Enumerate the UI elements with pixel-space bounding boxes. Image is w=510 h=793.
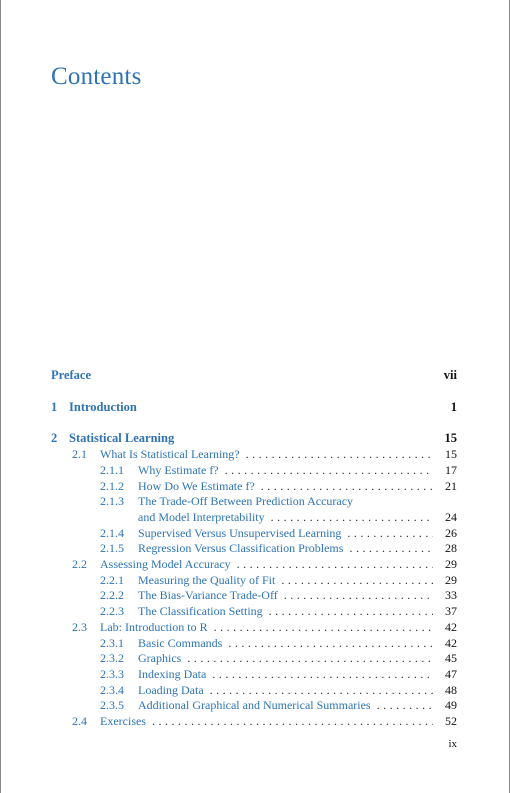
toc-entry-preface[interactable] [51, 368, 457, 384]
toc-number: 2.3.3 [100, 666, 124, 681]
dot-leader [284, 588, 433, 604]
toc-page-number: 49 [445, 698, 457, 713]
toc-number: 2.2.2 [100, 588, 124, 603]
toc-page-number: 28 [445, 541, 457, 556]
toc-number: 2.3 [72, 619, 87, 634]
toc-page-number: 15 [445, 447, 457, 462]
toc-title: Exercises [100, 714, 146, 729]
toc-page-number: 42 [445, 619, 457, 634]
toc-title: Loading Data [138, 682, 204, 697]
toc-number: 2.1.3 [100, 494, 124, 509]
toc-title: Additional Graphical and Numerical Summaries [138, 698, 371, 713]
toc-title: Regression Versus Classification Problems [138, 541, 344, 556]
dot-leader [214, 620, 433, 636]
dot-leader [269, 604, 433, 620]
toc-number: 1 [51, 399, 58, 414]
toc-entry-2-1-5[interactable] [51, 541, 457, 557]
toc-title: Lab: Introduction to R [100, 619, 208, 634]
toc-number: 2.4 [72, 714, 87, 729]
toc-page-number: 48 [445, 682, 457, 697]
toc-entry-2-1-1[interactable] [51, 463, 457, 479]
toc-number: 2.3.1 [100, 635, 124, 650]
toc-title: Supervised Versus Unsupervised Learning [138, 525, 342, 540]
toc-entry-2-3-4[interactable] [51, 683, 457, 699]
toc-number: 2.2.1 [100, 572, 124, 587]
dot-leader [281, 573, 433, 589]
toc-entry-2-2-2[interactable] [51, 588, 457, 604]
toc-entry-2-1[interactable] [51, 447, 457, 463]
toc-entry-2-1-2[interactable] [51, 479, 457, 495]
toc-entry-2-3[interactable] [51, 620, 457, 636]
toc-entry-2-2[interactable] [51, 557, 457, 573]
toc-title: Measuring the Quality of Fit [138, 572, 276, 587]
toc-number: 2.3.5 [100, 698, 124, 713]
toc-title: The Trade-Off Between Prediction Accuracy [138, 494, 354, 509]
toc-page-number: 15 [444, 431, 457, 446]
dot-leader [349, 541, 433, 557]
toc-page-number: 26 [445, 525, 457, 540]
dot-leader [225, 463, 433, 479]
dot-leader [237, 557, 433, 573]
dot-leader [271, 510, 433, 526]
dot-leader [228, 636, 433, 652]
toc-page-number: 42 [445, 635, 457, 650]
toc-entry-2-4[interactable] [51, 714, 457, 730]
toc-title: Introduction [69, 399, 137, 414]
toc-page-number: 47 [445, 666, 457, 681]
dot-leader [377, 698, 433, 714]
dot-leader [210, 683, 433, 699]
toc-entry-2-2-1[interactable] [51, 573, 457, 589]
toc-page-number: 45 [445, 651, 457, 666]
toc-number: 2 [51, 431, 58, 446]
toc-title: Assessing Model Accuracy [100, 557, 231, 572]
toc-page-number: 29 [445, 557, 457, 572]
toc-entry-2-3-1[interactable] [51, 636, 457, 652]
dot-leader [347, 526, 433, 542]
toc-title: Indexing Data [138, 666, 207, 681]
toc-page-number: 24 [445, 509, 457, 524]
toc-page-number: 17 [445, 462, 457, 477]
toc-number: 2.3.2 [100, 651, 124, 666]
toc-number: 2.1.2 [100, 478, 124, 493]
page-folio: ix [448, 738, 457, 750]
toc-title-continued: and Model Interpretability [138, 509, 265, 524]
toc-entry-2-3-3[interactable] [51, 667, 457, 683]
toc-number: 2.1.5 [100, 541, 124, 556]
toc-number: 2.1.4 [100, 525, 124, 540]
toc-number: 2.3.4 [100, 682, 124, 697]
toc-page-number: 37 [445, 604, 457, 619]
toc-page-number: vii [443, 368, 457, 382]
toc-number: 2.2 [72, 557, 87, 572]
dot-leader [246, 447, 433, 463]
toc-title: How Do We Estimate f? [138, 478, 255, 493]
toc-entry-2-3-2[interactable] [51, 651, 457, 667]
toc-title: Statistical Learning [69, 431, 175, 446]
toc-title: Graphics [138, 651, 182, 666]
toc-entry-2-1-4[interactable] [51, 526, 457, 542]
table-of-contents [51, 368, 457, 730]
toc-page-number: 52 [445, 714, 457, 729]
toc-page-number: 21 [445, 478, 457, 493]
toc-number: 2.2.3 [100, 604, 124, 619]
toc-number: 2.1 [72, 447, 87, 462]
toc-entry-2-2-3[interactable] [51, 604, 457, 620]
toc-entry-chapter-1[interactable] [51, 400, 457, 416]
dot-leader [187, 651, 433, 667]
toc-title: The Classification Setting [138, 604, 263, 619]
toc-title: Basic Commands [138, 635, 223, 650]
toc-page-number: 1 [450, 399, 457, 414]
toc-entry-2-3-5[interactable] [51, 698, 457, 714]
dot-leader [212, 667, 433, 683]
toc-entry-2-1-3[interactable] [51, 494, 457, 510]
toc-title: The Bias-Variance Trade-Off [138, 588, 278, 603]
toc-page-number: 33 [445, 588, 457, 603]
toc-entry-2-1-3-continued[interactable] [51, 510, 457, 526]
toc-entry-chapter-2[interactable] [51, 431, 457, 447]
toc-title: Preface [51, 368, 92, 382]
dot-leader [152, 714, 433, 730]
toc-page-number: 29 [445, 572, 457, 587]
contents-heading: Contents [51, 62, 142, 90]
toc-title: What Is Statistical Learning? [100, 447, 240, 462]
toc-title: Why Estimate f? [138, 462, 219, 477]
toc-number: 2.1.1 [100, 462, 124, 477]
dot-leader [261, 479, 433, 495]
